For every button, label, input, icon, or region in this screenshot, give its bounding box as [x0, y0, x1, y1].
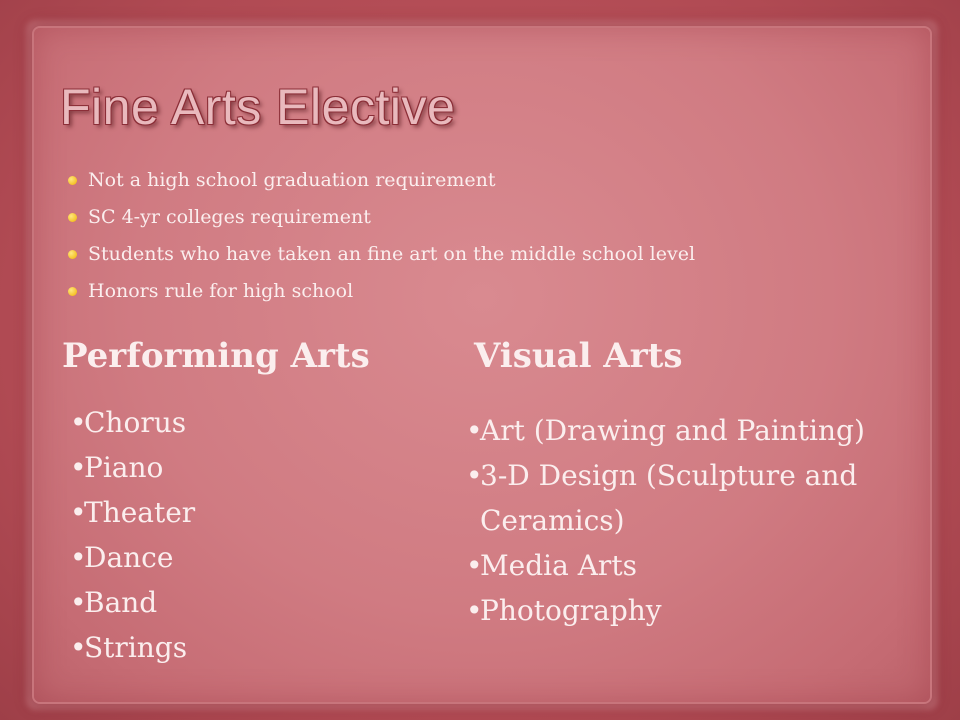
list-item-text: Media Arts: [480, 549, 637, 582]
performing-arts-list: [70, 400, 400, 670]
bullet-item: [66, 203, 695, 240]
yellow-dot-icon: [68, 176, 77, 185]
list-item: [70, 445, 400, 490]
bullet-item: [66, 166, 695, 203]
list-item-text: Strings: [84, 631, 188, 664]
bullet-text: SC 4-yr colleges requirement: [88, 206, 371, 228]
bullet-glyph: •: [70, 451, 87, 484]
visual-arts-heading: Visual Arts: [474, 336, 683, 376]
visual-arts-list: [466, 408, 866, 633]
bullet-item: [66, 240, 695, 277]
list-item-text: 3-D Design (Sculpture and Ceramics): [480, 459, 858, 537]
bullet-item: [66, 277, 695, 314]
bullet-glyph: •: [466, 594, 483, 627]
list-item-text: Chorus: [84, 406, 187, 439]
yellow-dot-icon: [68, 213, 77, 222]
slide-title: Fine Arts Elective: [60, 79, 456, 135]
performing-arts-heading: Performing Arts: [62, 336, 370, 376]
yellow-dot-icon: [68, 250, 77, 259]
list-item: [70, 535, 400, 580]
list-item-text: Photography: [480, 594, 662, 627]
list-item: [70, 625, 400, 670]
list-item: [70, 400, 400, 445]
bullet-glyph: •: [466, 459, 483, 492]
list-item-text: Band: [84, 586, 158, 619]
list-item: [466, 543, 866, 588]
list-item-text: Art (Drawing and Painting): [480, 414, 865, 447]
bullet-list: [66, 166, 695, 314]
list-item: [466, 408, 866, 453]
bullet-glyph: •: [70, 541, 87, 574]
list-item: [466, 588, 866, 633]
yellow-dot-icon: [68, 287, 77, 296]
bullet-glyph: •: [70, 496, 87, 529]
bullet-glyph: •: [70, 586, 87, 619]
list-item-text: Dance: [84, 541, 174, 574]
list-item: [70, 580, 400, 625]
list-item: [466, 453, 866, 543]
list-item-text: Theater: [84, 496, 196, 529]
bullet-glyph: •: [466, 549, 483, 582]
bullet-glyph: •: [70, 631, 87, 664]
bullet-glyph: •: [70, 406, 87, 439]
bullet-text: Honors rule for high school: [88, 280, 354, 302]
list-item: [70, 490, 400, 535]
list-item-text: Piano: [84, 451, 164, 484]
bullet-text: Students who have taken an fine art on the middle school level: [88, 243, 696, 265]
bullet-glyph: •: [466, 414, 483, 447]
bullet-text: Not a high school graduation requirement: [88, 169, 496, 191]
